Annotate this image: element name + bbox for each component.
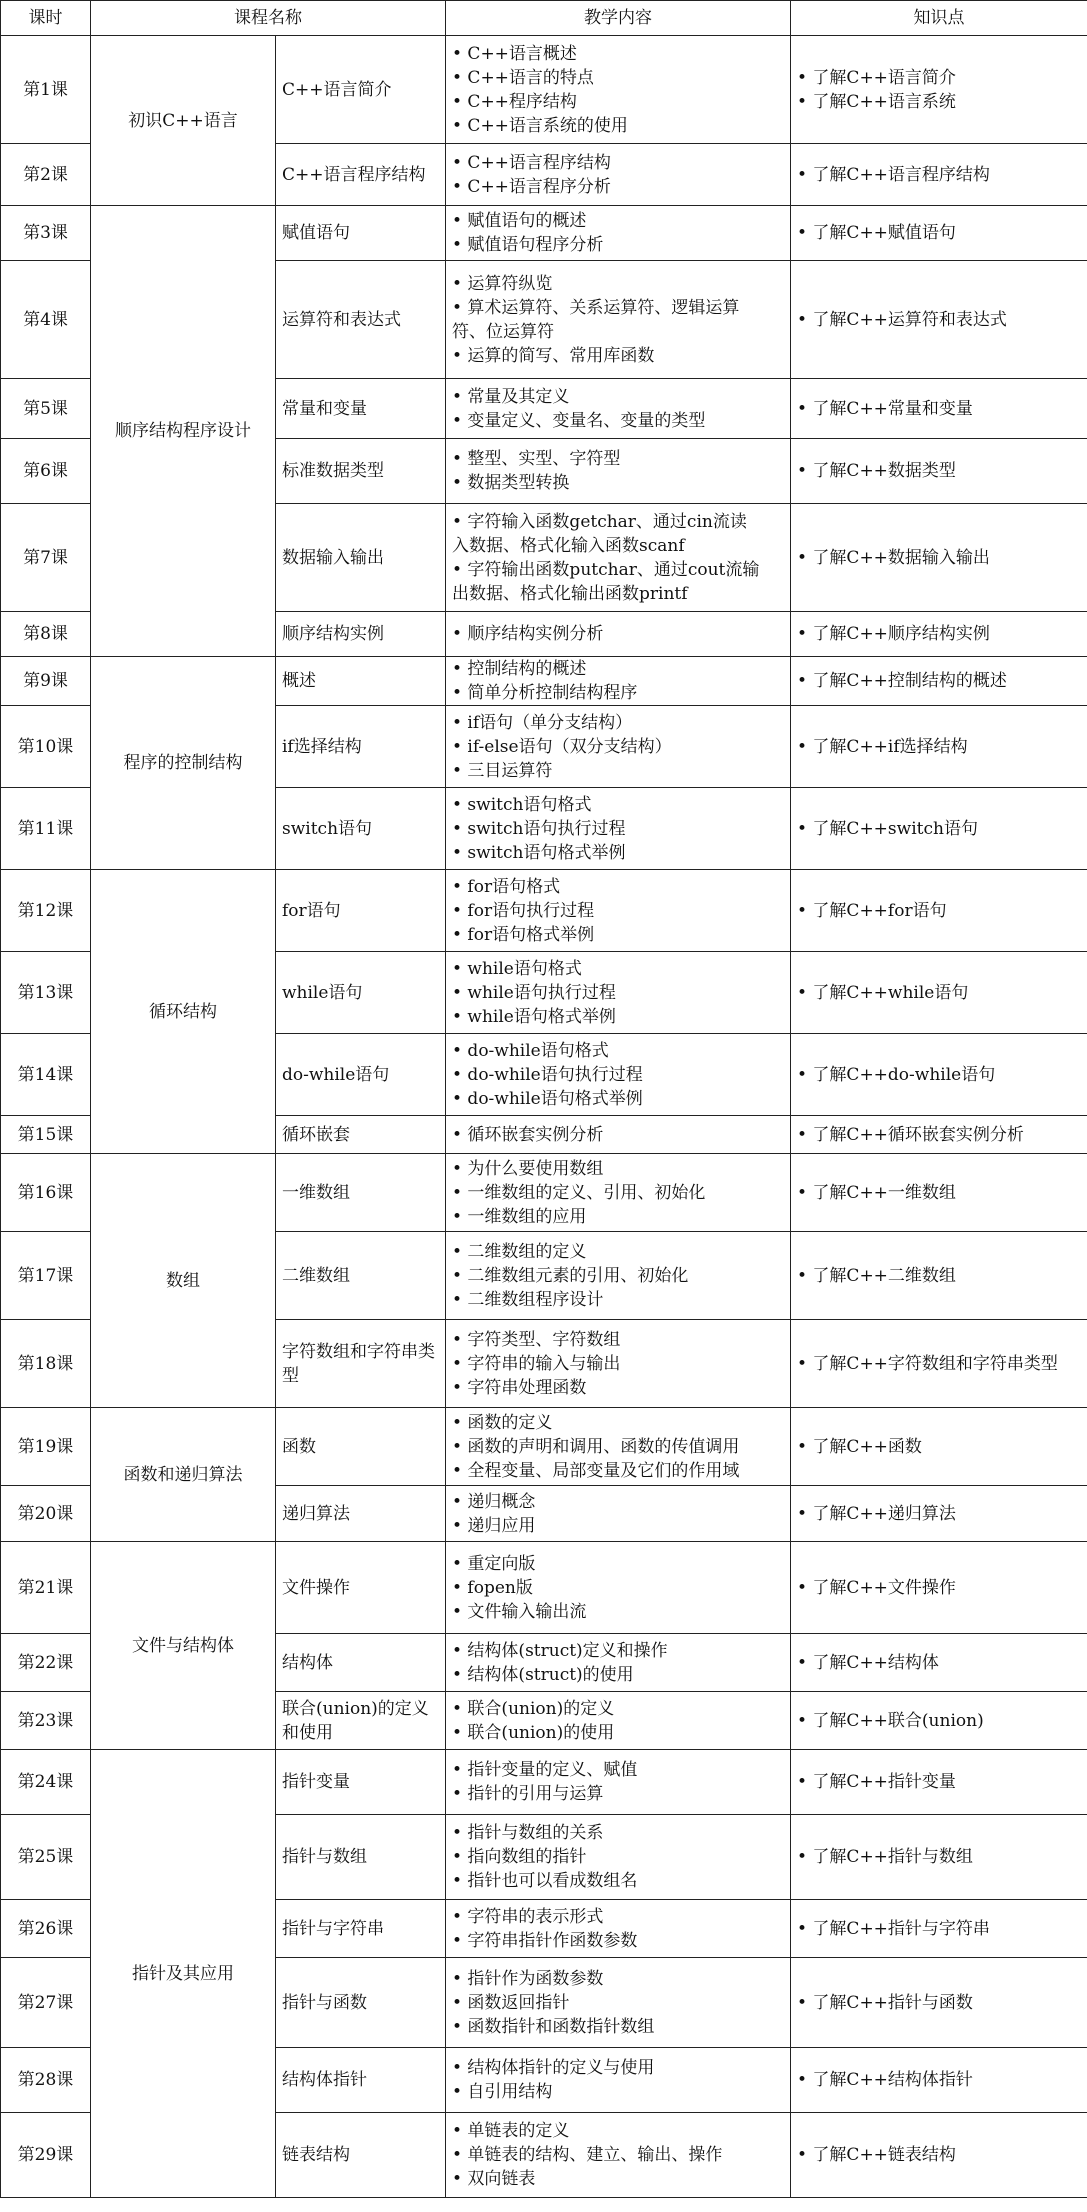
points-cell	[791, 1034, 1087, 1116]
lesson-cell: 第14课	[1, 1034, 91, 1116]
content-line: • 自引用结构	[452, 2082, 553, 2102]
topic-cell: 链表结构	[276, 2113, 446, 2198]
point-line: • 了解C++语言简介	[797, 67, 956, 88]
points-cell	[791, 439, 1087, 504]
lesson-cell: 第2课	[1, 144, 91, 206]
content-line: • fopen版	[452, 1577, 533, 1598]
lesson-cell: 第5课	[1, 379, 91, 439]
content-line: • 运算符纵览	[452, 273, 553, 294]
chapter-cell: 数组	[91, 1154, 276, 1408]
chapter-cell: 函数和递归算法	[91, 1408, 276, 1542]
content-cell	[446, 439, 791, 504]
lesson-cell: 第16课	[1, 1154, 91, 1232]
points-cell	[791, 1750, 1087, 1815]
point-line: • 了解C++字符数组和字符串类型	[797, 1353, 1058, 1374]
points-cell	[791, 36, 1087, 144]
content-line: • 运算的简写、常用库函数	[452, 345, 655, 366]
content-cell	[446, 379, 791, 439]
content-line: • while语句格式举例	[452, 1006, 616, 1027]
points-cell	[791, 1815, 1087, 1900]
content-line: • 赋值语句程序分析	[452, 235, 604, 255]
content-cell	[446, 1900, 791, 1958]
content-line: • switch语句格式	[452, 794, 592, 815]
point-line: • 了解C++赋值语句	[797, 223, 956, 243]
content-cell	[446, 788, 791, 870]
topic-cell: switch语句	[276, 788, 446, 870]
point-line: • 了解C++函数	[797, 1436, 922, 1457]
topic-cell: 字符数组和字符串类型	[276, 1320, 446, 1408]
content-cell	[446, 1634, 791, 1692]
lesson-cell: 第23课	[1, 1692, 91, 1750]
table-row	[1, 1750, 1087, 1815]
chapter-cell: 指针及其应用	[91, 1750, 276, 2198]
point-line: • 了解C++结构体	[797, 1652, 939, 1673]
content-line: • 简单分析控制结构程序	[452, 683, 638, 703]
content-cell	[446, 36, 791, 144]
content-line: • switch语句执行过程	[452, 818, 626, 839]
content-cell	[446, 1815, 791, 1900]
lesson-cell: 第20课	[1, 1486, 91, 1542]
chapter-cell: 初识C++语言	[91, 36, 276, 206]
points-cell	[791, 1542, 1087, 1634]
topic-cell: 概述	[276, 657, 446, 706]
point-line: • 了解C++常量和变量	[797, 398, 973, 419]
content-line: 符、位运算符	[452, 321, 554, 342]
point-line: • 了解C++指针与数组	[797, 1847, 973, 1867]
content-line: • 指向数组的指针	[452, 1847, 587, 1867]
lesson-cell: 第7课	[1, 504, 91, 612]
point-line: • 了解C++结构体指针	[797, 2070, 973, 2090]
content-line: • 重定向版	[452, 1553, 536, 1574]
content-line: • 顺序结构实例分析	[452, 624, 604, 644]
table-row	[1, 657, 1087, 706]
content-line: • if-else语句（双分支结构）	[452, 736, 672, 757]
topic-cell: 指针与字符串	[276, 1900, 446, 1958]
topic-cell: 二维数组	[276, 1232, 446, 1320]
header-points: 知识点	[791, 1, 1087, 36]
points-cell	[791, 1958, 1087, 2048]
point-line: • 了解C++数据输入输出	[797, 547, 990, 568]
lesson-cell: 第24课	[1, 1750, 91, 1815]
content-line: 出数据、格式化输出函数printf	[452, 583, 688, 604]
point-line: • 了解C++do-while语句	[797, 1064, 996, 1085]
topic-cell: 标准数据类型	[276, 439, 446, 504]
content-line: • 联合(union)的定义	[452, 1698, 615, 1719]
content-line: • 数据类型转换	[452, 473, 570, 493]
content-line: • 算术运算符、关系运算符、逻辑运算	[452, 297, 740, 318]
header-lesson: 课时	[1, 1, 91, 36]
header-course-name: 课程名称	[91, 1, 446, 36]
content-line: • 一维数组的定义、引用、初始化	[452, 1182, 706, 1203]
content-line: • 一维数组的应用	[452, 1206, 587, 1227]
header-row	[1, 1, 1087, 36]
point-line: • 了解C++顺序结构实例	[797, 624, 990, 644]
content-line: • C++语言程序分析	[452, 176, 611, 197]
points-cell	[791, 706, 1087, 788]
point-line: • 了解C++while语句	[797, 982, 969, 1003]
content-line: • 单链表的结构、建立、输出、操作	[452, 2145, 723, 2165]
points-cell	[791, 1116, 1087, 1154]
lesson-cell: 第22课	[1, 1634, 91, 1692]
content-line: • do-while语句执行过程	[452, 1064, 643, 1085]
table-row	[1, 870, 1087, 952]
point-line: • 了解C++循环嵌套实例分析	[797, 1124, 1024, 1145]
lesson-cell: 第4课	[1, 261, 91, 379]
content-line: • 指针作为函数参数	[452, 1968, 604, 1989]
content-cell	[446, 1486, 791, 1542]
points-cell	[791, 379, 1087, 439]
points-cell	[791, 261, 1087, 379]
lesson-cell: 第13课	[1, 952, 91, 1034]
points-cell	[791, 1154, 1087, 1232]
content-line: • 变量定义、变量名、变量的类型	[452, 410, 706, 431]
points-cell	[791, 788, 1087, 870]
points-cell	[791, 612, 1087, 657]
topic-cell: 文件操作	[276, 1542, 446, 1634]
lesson-cell: 第12课	[1, 870, 91, 952]
content-cell	[446, 2113, 791, 2198]
content-line: • do-while语句格式举例	[452, 1088, 643, 1109]
topic-cell: 数据输入输出	[276, 504, 446, 612]
point-line: • 了解C++联合(union)	[797, 1710, 984, 1731]
points-cell	[791, 144, 1087, 206]
lesson-cell: 第25课	[1, 1815, 91, 1900]
topic-cell: 递归算法	[276, 1486, 446, 1542]
point-line: • 了解C++递归算法	[797, 1503, 956, 1524]
topic-cell: 循环嵌套	[276, 1116, 446, 1154]
table-row	[1, 1542, 1087, 1634]
content-line: • 字符串的表示形式	[452, 1906, 604, 1927]
content-cell	[446, 657, 791, 706]
lesson-cell: 第1课	[1, 36, 91, 144]
content-line: • 为什么要使用数组	[452, 1158, 604, 1179]
content-line: • C++程序结构	[452, 91, 577, 112]
topic-cell: C++语言简介	[276, 36, 446, 144]
lesson-cell: 第15课	[1, 1116, 91, 1154]
content-line: • 单链表的定义	[452, 2121, 570, 2141]
content-line: • 递归概念	[452, 1491, 536, 1512]
content-line: • 指针也可以看成数组名	[452, 1871, 638, 1891]
chapter-cell: 循环结构	[91, 870, 276, 1154]
content-cell	[446, 1692, 791, 1750]
point-line: • 了解C++链表结构	[797, 2145, 956, 2165]
topic-cell: if选择结构	[276, 706, 446, 788]
points-cell	[791, 504, 1087, 612]
lesson-cell: 第19课	[1, 1408, 91, 1486]
lesson-cell: 第11课	[1, 788, 91, 870]
content-line: • 三目运算符	[452, 760, 553, 781]
content-line: • 二维数组的定义	[452, 1241, 587, 1262]
content-line: • 联合(union)的使用	[452, 1722, 615, 1743]
content-line: • for语句执行过程	[452, 900, 595, 921]
content-line: • 整型、实型、字符型	[452, 449, 621, 469]
points-cell	[791, 1900, 1087, 1958]
syllabus-body	[1, 36, 1087, 2198]
content-line: • 函数指针和函数指针数组	[452, 2016, 655, 2037]
point-line: • 了解C++指针与字符串	[797, 1918, 990, 1939]
lesson-cell: 第3课	[1, 206, 91, 261]
content-cell	[446, 1750, 791, 1815]
topic-cell: do-while语句	[276, 1034, 446, 1116]
table-row	[1, 1408, 1087, 1486]
content-line: • 循环嵌套实例分析	[452, 1124, 604, 1145]
topic-cell: 赋值语句	[276, 206, 446, 261]
points-cell	[791, 1408, 1087, 1486]
topic-cell: 函数	[276, 1408, 446, 1486]
content-line: • for语句格式	[452, 876, 561, 897]
topic-cell: 一维数组	[276, 1154, 446, 1232]
content-line: • 结构体指针的定义与使用	[452, 2058, 655, 2078]
point-line: • 了解C++二维数组	[797, 1265, 956, 1286]
lesson-cell: 第27课	[1, 1958, 91, 2048]
content-line: • 控制结构的概述	[452, 659, 587, 679]
content-line: • C++语言程序结构	[452, 152, 611, 173]
content-line: • 函数返回指针	[452, 1992, 570, 2013]
content-cell	[446, 1320, 791, 1408]
point-line: • 了解C++for语句	[797, 900, 947, 921]
point-line: • 了解C++指针变量	[797, 1772, 956, 1792]
content-line: • 递归应用	[452, 1515, 536, 1536]
point-line: • 了解C++控制结构的概述	[797, 671, 1007, 691]
content-line: • 字符类型、字符数组	[452, 1329, 621, 1350]
lesson-cell: 第8课	[1, 612, 91, 657]
points-cell	[791, 1320, 1087, 1408]
points-cell	[791, 870, 1087, 952]
topic-cell: C++语言程序结构	[276, 144, 446, 206]
table-row	[1, 206, 1087, 261]
content-line: • if语句（单分支结构）	[452, 712, 633, 733]
content-line: • 函数的声明和调用、函数的传值调用	[452, 1436, 740, 1457]
content-cell	[446, 1154, 791, 1232]
topic-cell: for语句	[276, 870, 446, 952]
table-row	[1, 1154, 1087, 1232]
content-cell	[446, 2048, 791, 2113]
content-line: • 指针的引用与运算	[452, 1784, 604, 1804]
point-line: • 了解C++指针与函数	[797, 1992, 973, 2013]
chapter-cell: 程序的控制结构	[91, 657, 276, 870]
content-line: • C++语言概述	[452, 43, 577, 64]
points-cell	[791, 206, 1087, 261]
content-line: • 指针变量的定义、赋值	[452, 1760, 638, 1780]
points-cell	[791, 952, 1087, 1034]
lesson-cell: 第26课	[1, 1900, 91, 1958]
topic-cell: 结构体	[276, 1634, 446, 1692]
topic-cell: 顺序结构实例	[276, 612, 446, 657]
content-line: • 字符输入函数getchar、通过cin流读	[452, 511, 747, 532]
content-line: • do-while语句格式	[452, 1040, 609, 1061]
table-row	[1, 36, 1087, 144]
content-cell	[446, 706, 791, 788]
points-cell	[791, 1486, 1087, 1542]
topic-cell: 运算符和表达式	[276, 261, 446, 379]
content-cell	[446, 504, 791, 612]
lesson-cell: 第6课	[1, 439, 91, 504]
content-line: • 字符输出函数putchar、通过cout流输	[452, 559, 760, 580]
content-cell	[446, 870, 791, 952]
content-line: • 指针与数组的关系	[452, 1823, 604, 1843]
topic-cell: 指针变量	[276, 1750, 446, 1815]
points-cell	[791, 2048, 1087, 2113]
topic-cell: 指针与函数	[276, 1958, 446, 2048]
content-line: • for语句格式举例	[452, 924, 595, 945]
content-line: • 双向链表	[452, 2169, 536, 2189]
points-cell	[791, 657, 1087, 706]
content-cell	[446, 1034, 791, 1116]
point-line: • 了解C++一维数组	[797, 1182, 956, 1203]
content-line: 入数据、格式化输入函数scanf	[452, 535, 685, 556]
points-cell	[791, 2113, 1087, 2198]
content-cell	[446, 1232, 791, 1320]
content-cell	[446, 1958, 791, 2048]
lesson-cell: 第28课	[1, 2048, 91, 2113]
point-line: • 了解C++文件操作	[797, 1577, 956, 1598]
points-cell	[791, 1232, 1087, 1320]
content-cell	[446, 144, 791, 206]
point-line: • 了解C++switch语句	[797, 818, 978, 839]
content-cell	[446, 952, 791, 1034]
header-content: 教学内容	[446, 1, 791, 36]
content-line: • while语句格式	[452, 958, 582, 979]
content-line: • C++语言系统的使用	[452, 115, 628, 136]
content-line: • C++语言的特点	[452, 67, 594, 88]
content-line: • 赋值语句的概述	[452, 211, 587, 231]
content-cell	[446, 206, 791, 261]
chapter-cell: 文件与结构体	[91, 1542, 276, 1750]
lesson-cell: 第29课	[1, 2113, 91, 2198]
content-line: • 结构体(struct)的使用	[452, 1664, 634, 1685]
content-line: • 二维数组元素的引用、初始化	[452, 1265, 689, 1286]
lesson-cell: 第21课	[1, 1542, 91, 1634]
point-line: • 了解C++语言程序结构	[797, 164, 990, 185]
content-line: • 字符串指针作函数参数	[452, 1930, 638, 1951]
points-cell	[791, 1634, 1087, 1692]
topic-cell: 联合(union)的定义和使用	[276, 1692, 446, 1750]
topic-cell: 常量和变量	[276, 379, 446, 439]
content-line: • switch语句格式举例	[452, 842, 626, 863]
content-cell	[446, 261, 791, 379]
topic-cell: 指针与数组	[276, 1815, 446, 1900]
content-line: • 常量及其定义	[452, 386, 570, 407]
content-line: • 文件输入输出流	[452, 1601, 587, 1622]
content-cell	[446, 612, 791, 657]
points-cell	[791, 1692, 1087, 1750]
content-cell	[446, 1116, 791, 1154]
topic-cell: while语句	[276, 952, 446, 1034]
lesson-cell: 第18课	[1, 1320, 91, 1408]
point-line: • 了解C++数据类型	[797, 461, 956, 481]
content-line: • 二维数组程序设计	[452, 1289, 604, 1310]
content-cell	[446, 1408, 791, 1486]
point-line: • 了解C++语言系统	[797, 91, 956, 112]
point-line: • 了解C++运算符和表达式	[797, 309, 1007, 330]
lesson-cell: 第9课	[1, 657, 91, 706]
point-line: • 了解C++if选择结构	[797, 736, 968, 757]
topic-cell: 结构体指针	[276, 2048, 446, 2113]
content-line: • 字符串处理函数	[452, 1377, 587, 1398]
chapter-cell: 顺序结构程序设计	[91, 206, 276, 657]
lesson-cell: 第17课	[1, 1232, 91, 1320]
content-line: • 函数的定义	[452, 1412, 553, 1433]
content-cell	[446, 1542, 791, 1634]
content-line: • 字符串的输入与输出	[452, 1353, 621, 1374]
content-line: • while语句执行过程	[452, 982, 616, 1003]
content-line: • 结构体(struct)定义和操作	[452, 1640, 668, 1661]
lesson-cell: 第10课	[1, 706, 91, 788]
content-line: • 全程变量、局部变量及它们的作用域	[452, 1460, 740, 1481]
